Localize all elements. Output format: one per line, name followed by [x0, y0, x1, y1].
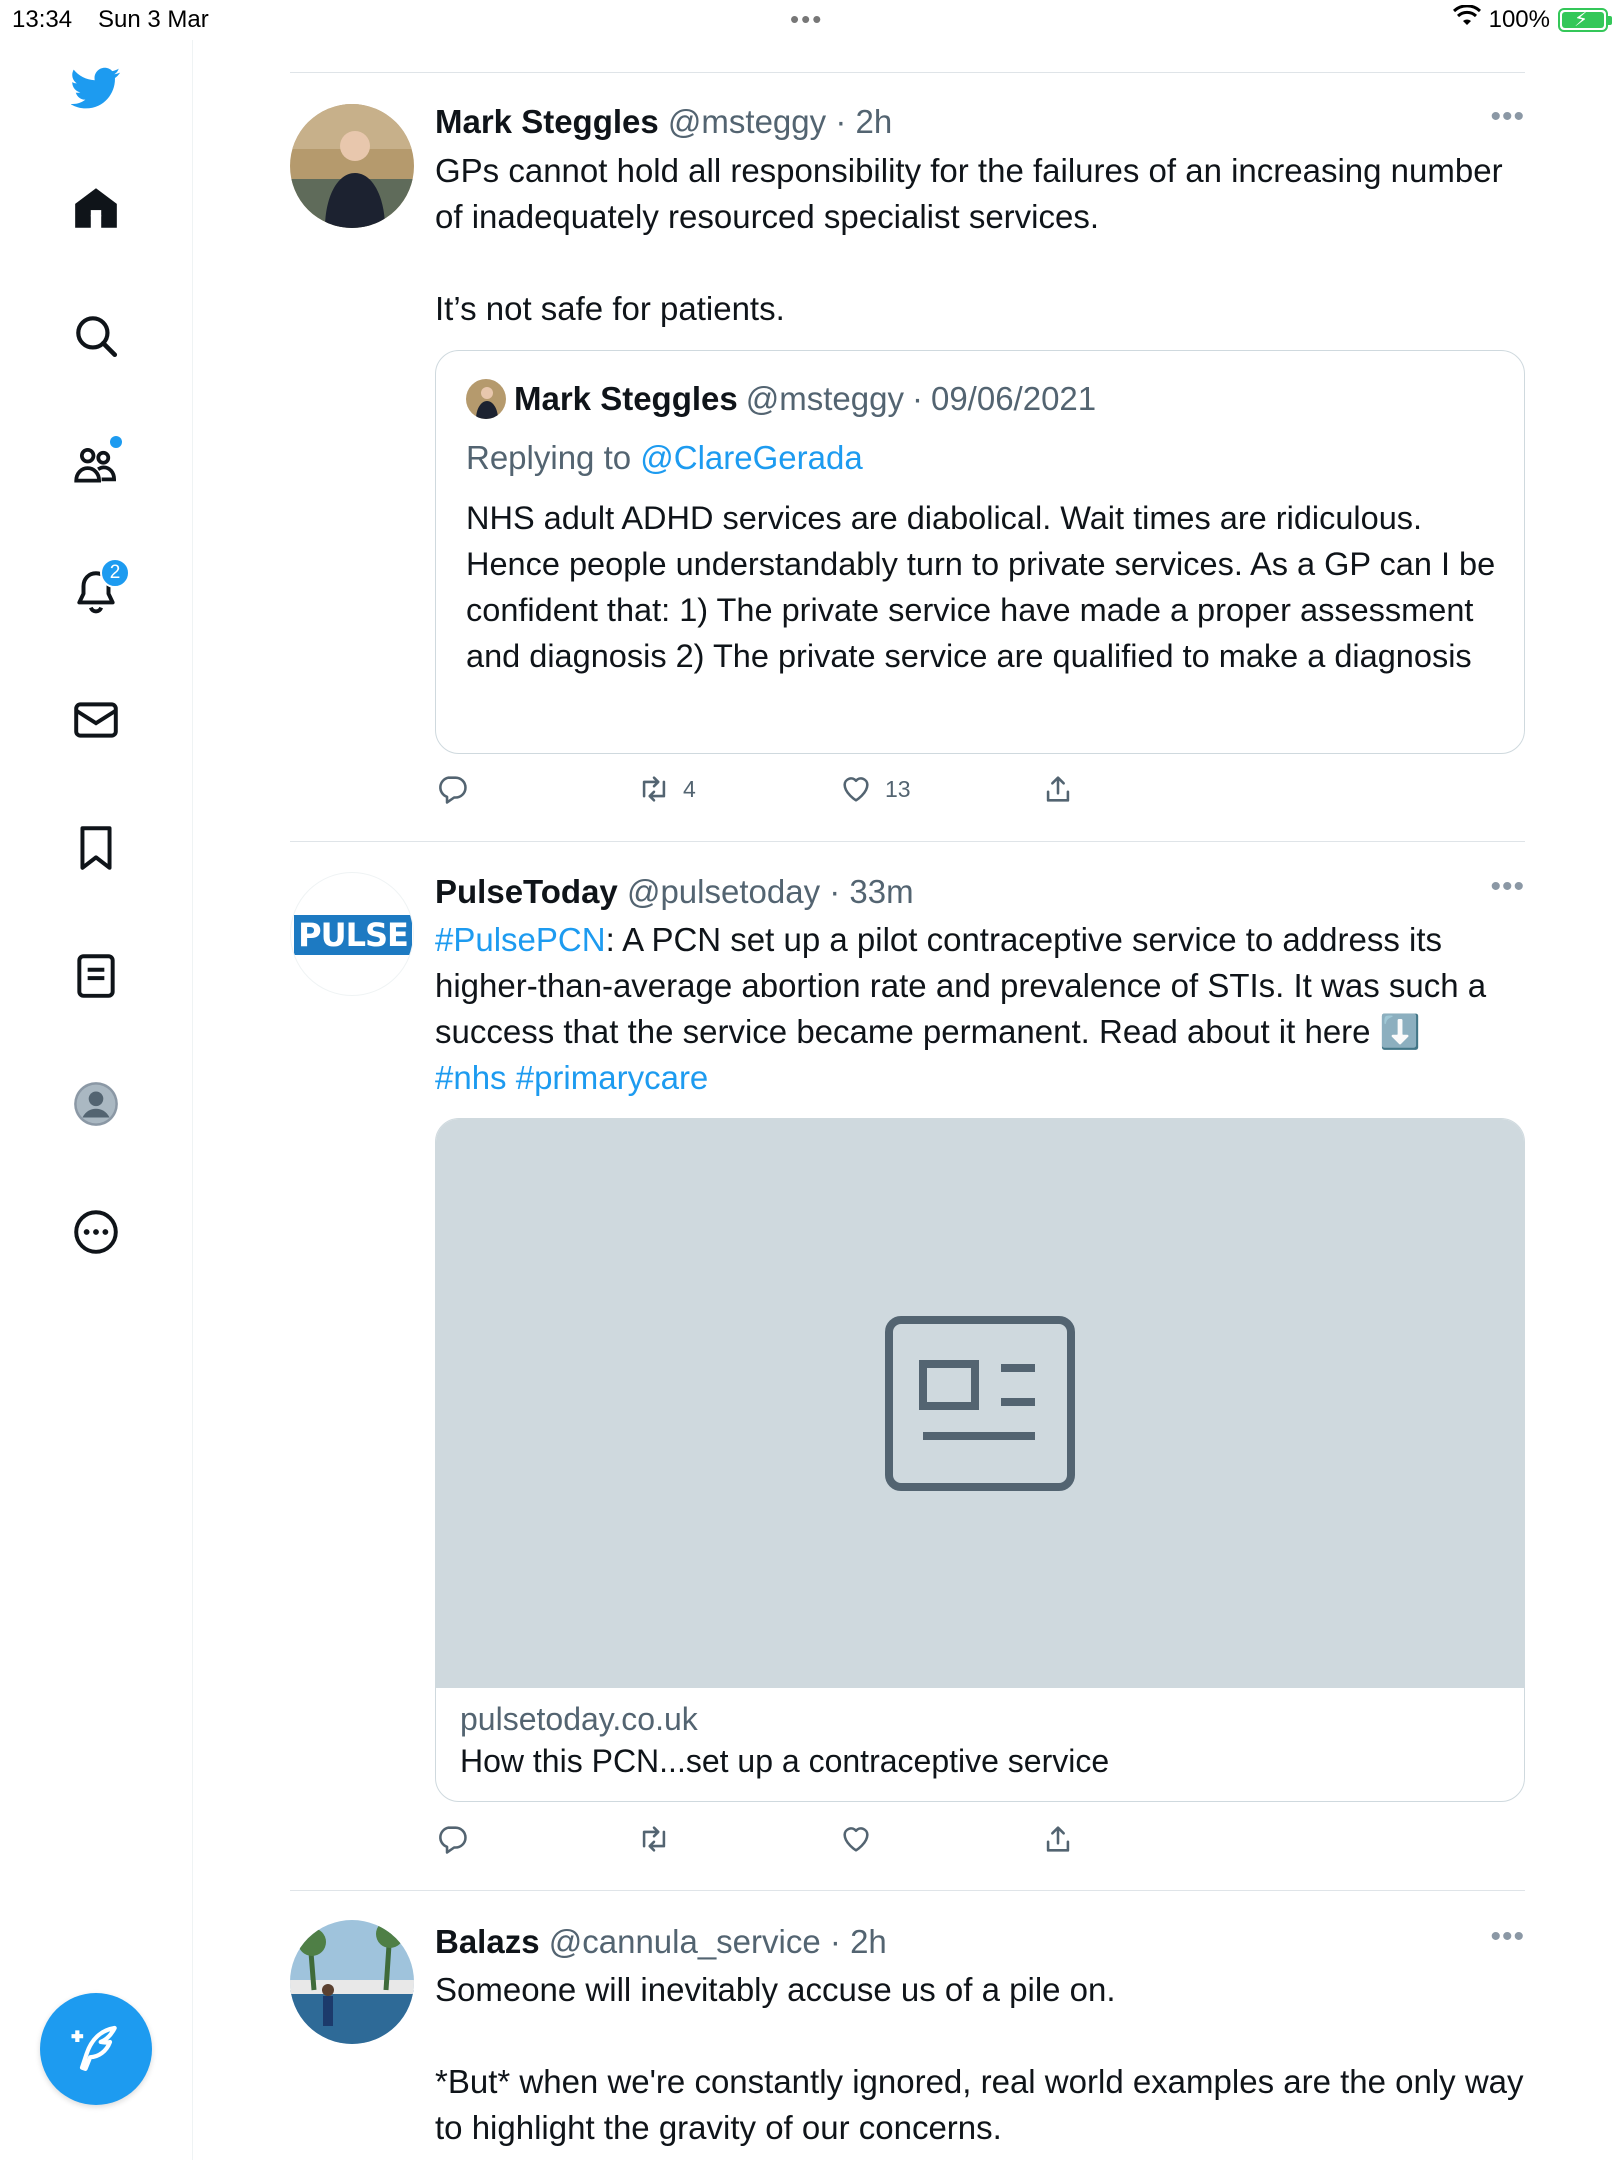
- retweet-icon: [637, 1822, 671, 1856]
- author-handle[interactable]: @msteggy: [667, 103, 827, 140]
- avatar[interactable]: [290, 104, 414, 228]
- article-placeholder-icon: [885, 1316, 1075, 1491]
- replying-to: Replying to @ClareGerada: [466, 439, 863, 476]
- quoted-date: 09/06/2021: [930, 380, 1097, 417]
- reply-icon: [435, 772, 469, 806]
- share-button[interactable]: [1041, 1822, 1243, 1856]
- multitasking-dots-icon[interactable]: •••: [790, 4, 824, 34]
- author-name[interactable]: Balazs: [435, 1923, 540, 1960]
- wifi-icon: [1453, 5, 1481, 34]
- status-time: 13:34: [12, 6, 73, 33]
- like-count: 13: [885, 775, 911, 802]
- sidebar: [0, 40, 193, 2160]
- unread-dot: [110, 436, 122, 448]
- retweet-button[interactable]: [637, 772, 839, 806]
- more-options-icon[interactable]: •••: [1490, 1920, 1525, 1953]
- author-handle[interactable]: @pulsetoday: [626, 873, 821, 910]
- heart-icon: [839, 1822, 873, 1856]
- list-icon[interactable]: [64, 944, 128, 1008]
- compose-tweet-button[interactable]: [40, 1993, 152, 2105]
- feed-divider: [290, 72, 1525, 73]
- author-handle[interactable]: @cannula_service: [548, 1923, 821, 1960]
- status-date: Sun 3 Mar: [98, 6, 209, 33]
- tweet-time[interactable]: 2h: [850, 1923, 887, 1960]
- twitter-bird-icon[interactable]: [64, 56, 128, 120]
- more-circle-icon[interactable]: [64, 1200, 128, 1264]
- quoted-tweet[interactable]: [435, 350, 1525, 754]
- tweet-actions: [435, 1822, 1243, 1856]
- mail-icon[interactable]: [64, 688, 128, 752]
- share-button[interactable]: [1041, 772, 1243, 806]
- avatar[interactable]: [290, 872, 414, 996]
- author-name[interactable]: Mark Steggles: [435, 103, 659, 140]
- communities-icon[interactable]: [64, 432, 128, 496]
- feed-divider: [290, 1890, 1525, 1891]
- heart-icon: [839, 772, 873, 806]
- bookmark-icon[interactable]: [64, 816, 128, 880]
- author-name[interactable]: PulseToday: [435, 873, 618, 910]
- tweet-text: GPs cannot hold all responsibility for the failures of an increasing number of inadequately resourced specialist services. It’s not safe for patients.: [435, 152, 1503, 327]
- battery-percent: 100%: [1488, 5, 1550, 33]
- tweet-time[interactable]: 33m: [849, 873, 914, 910]
- avatar[interactable]: [290, 1920, 414, 2044]
- battery-icon: ⚡: [1558, 8, 1608, 32]
- home-icon[interactable]: [64, 176, 128, 240]
- more-options-icon[interactable]: •••: [1490, 100, 1525, 133]
- like-button[interactable]: [839, 1822, 1041, 1856]
- retweet-button[interactable]: [637, 1822, 839, 1856]
- tweet-card[interactable]: [290, 1920, 1525, 2160]
- quoted-avatar: [466, 379, 506, 419]
- feed-divider: [290, 841, 1525, 842]
- pulse-logo: PULSE: [298, 916, 408, 954]
- tweet-header: PulseToday @pulsetoday · 33m: [435, 873, 914, 910]
- notification-badge: 2: [100, 558, 130, 588]
- reply-button[interactable]: [435, 1822, 637, 1856]
- reply-button[interactable]: [435, 772, 637, 806]
- share-icon: [1041, 772, 1075, 806]
- tweet-header: Balazs @cannula_service · 2h: [435, 1923, 887, 1960]
- like-button[interactable]: [839, 772, 1041, 806]
- link-preview-card[interactable]: [435, 1118, 1525, 1802]
- share-icon: [1041, 1822, 1075, 1856]
- quoted-tweet-text: NHS adult ADHD services are diabolical. Wait times are ridiculous. Hence people understandably turn to private services. As a GP can I be confident that: 1) The private service have made a proper assessment and diagnosis 2) The private service are qualified to make a diagnosis: [466, 500, 1496, 674]
- hashtag-link[interactable]: #nhs #primarycare: [435, 1059, 709, 1096]
- tweet-time[interactable]: 2h: [855, 103, 893, 140]
- status-bar: [0, 0, 1620, 40]
- retweet-icon: [637, 772, 671, 806]
- tweet-text: #PulsePCN: A PCN set up a pilot contraceptive service to address its higher-than-average abortion rate and prevalence of STIs. It was such a success that the service became permanent. Read about it here ⬇️ #nhs #primarycare: [435, 921, 1487, 1096]
- tweet-text: Someone will inevitably accuse us of a pile on. *But* when we're constantly ignored, real world examples are the only way to highlight the gravity of our concerns.: [435, 1971, 1524, 2146]
- retweet-count: 4: [683, 775, 696, 802]
- status-right: [1453, 5, 1608, 34]
- profile-icon[interactable]: [64, 1072, 128, 1136]
- link-domain: pulsetoday.co.uk: [460, 1701, 698, 1737]
- bell-icon[interactable]: [64, 560, 128, 624]
- compose-feather-icon: [68, 2021, 124, 2077]
- more-options-icon[interactable]: •••: [1490, 870, 1525, 903]
- tweet-header: Mark Steggles @msteggy · 2h: [435, 103, 893, 140]
- hashtag-link[interactable]: #PulsePCN: [435, 921, 606, 958]
- reply-icon: [435, 1822, 469, 1856]
- tweet-card[interactable]: [290, 870, 1525, 1870]
- quoted-tweet-header: Mark Steggles @msteggy · 09/06/2021: [466, 379, 1096, 419]
- link-preview-media: [436, 1119, 1524, 1688]
- tweet-card[interactable]: [290, 100, 1525, 840]
- link-title: How this PCN...set up a contraceptive service: [460, 1743, 1110, 1779]
- search-icon[interactable]: [64, 304, 128, 368]
- mention-link[interactable]: @ClareGerada: [640, 439, 863, 476]
- tweet-actions: [435, 772, 1243, 806]
